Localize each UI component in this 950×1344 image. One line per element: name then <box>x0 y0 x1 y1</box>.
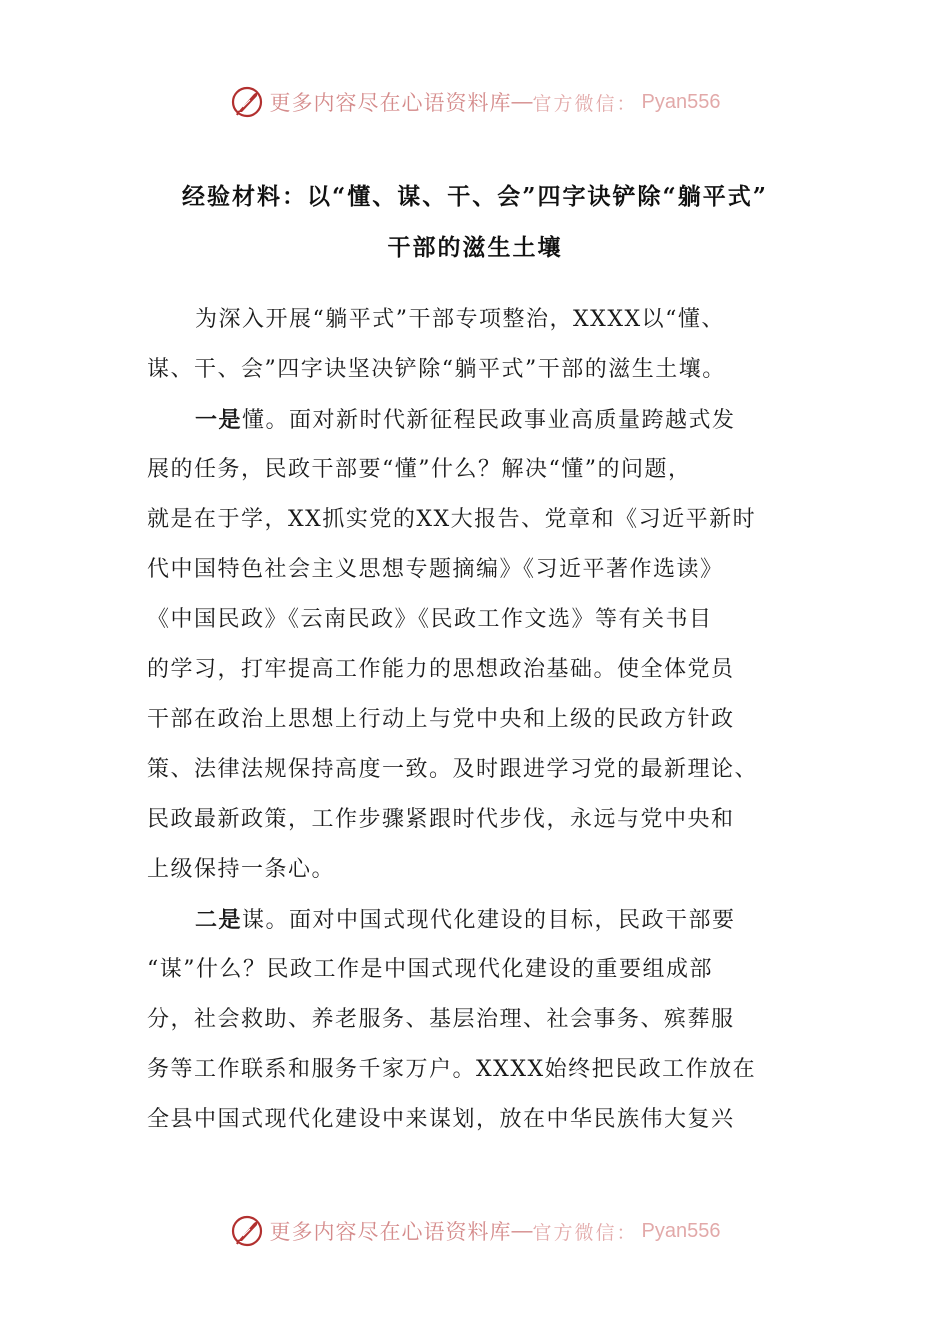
paragraph-line: 的学习，打牢提高工作能力的思想政治基础。使全体党员 <box>147 657 735 682</box>
paragraph-line: 《中国民政》《云南民政》《民政工作文选》等有关书目 <box>147 607 713 632</box>
paragraph-line <box>147 395 797 445</box>
header-banner <box>0 82 950 122</box>
banner-brand-text: 更多内容尽在心语资料库 <box>269 1220 512 1244</box>
paragraph-line: 展的任务，民政干部要“懂”什么？解决“懂”的问题， <box>147 457 692 482</box>
footer-banner <box>0 1211 950 1251</box>
document-title-line-2: 干部的滋生土壤 <box>387 234 563 261</box>
quill-pen-logo-icon <box>230 1214 264 1248</box>
paragraph-line <box>147 895 797 945</box>
paragraph-text: 谋。面对中国式现代化建设的目标，民政干部要 <box>242 908 736 933</box>
banner-dash: — <box>511 1219 533 1242</box>
paragraph-line: “谋”什么？民政工作是中国式现代化建设的重要组成部 <box>147 957 713 982</box>
paragraph-line: 为深入开展“躺平式”干部专项整治，XXXX以“懂、 <box>195 307 725 332</box>
paragraph-line: 务等工作联系和服务千家万户。XXXX始终把民政工作放在 <box>147 1057 757 1082</box>
document-body <box>147 295 797 1145</box>
paragraph-line: 策、法律法规保持高度一致。及时跟进学习党的最新理论、 <box>147 757 759 782</box>
section-lead: 二是 <box>195 907 243 933</box>
paragraph-line: 全县中国式现代化建设中来谋划，放在中华民族伟大复兴 <box>147 1107 735 1132</box>
paragraph-text: 懂。面对新时代新征程民政事业高质量跨越式发 <box>242 408 736 433</box>
paragraph-line: 就是在于学，XX抓实党的XX大报告、党章和《习近平新时 <box>147 507 757 532</box>
section-lead: 一是 <box>195 407 243 433</box>
banner-dash: — <box>511 90 533 113</box>
banner-wechat-id: Pyan556 <box>641 1219 721 1242</box>
banner-wechat-label: 官方微信： <box>532 1221 638 1244</box>
paragraph-line: 谋、干、会”四字诀坚决铲除“躺平式”干部的滋生土壤。 <box>147 357 726 382</box>
banner-wechat-id: Pyan556 <box>641 90 721 113</box>
paragraph-line: 代中国特色社会主义思想专题摘编》《习近平著作选读》 <box>147 557 724 582</box>
paragraph-line: 民政最新政策，工作步骤紧跟时代步伐，永远与党中央和 <box>147 807 735 832</box>
quill-pen-logo-icon <box>230 85 264 119</box>
paragraph-line: 上级保持一条心。 <box>147 857 336 882</box>
document-title-line-1: 经验材料：以“懂、谋、干、会”四字诀铲除“躺平式” <box>182 183 768 210</box>
paragraph-line: 分，社会救助、养老服务、基层治理、社会事务、殡葬服 <box>147 1007 735 1032</box>
banner-brand-text: 更多内容尽在心语资料库 <box>269 91 512 115</box>
paragraph-line: 干部在政治上思想上行动上与党中央和上级的民政方针政 <box>147 707 735 732</box>
banner-wechat-label: 官方微信： <box>532 92 638 115</box>
